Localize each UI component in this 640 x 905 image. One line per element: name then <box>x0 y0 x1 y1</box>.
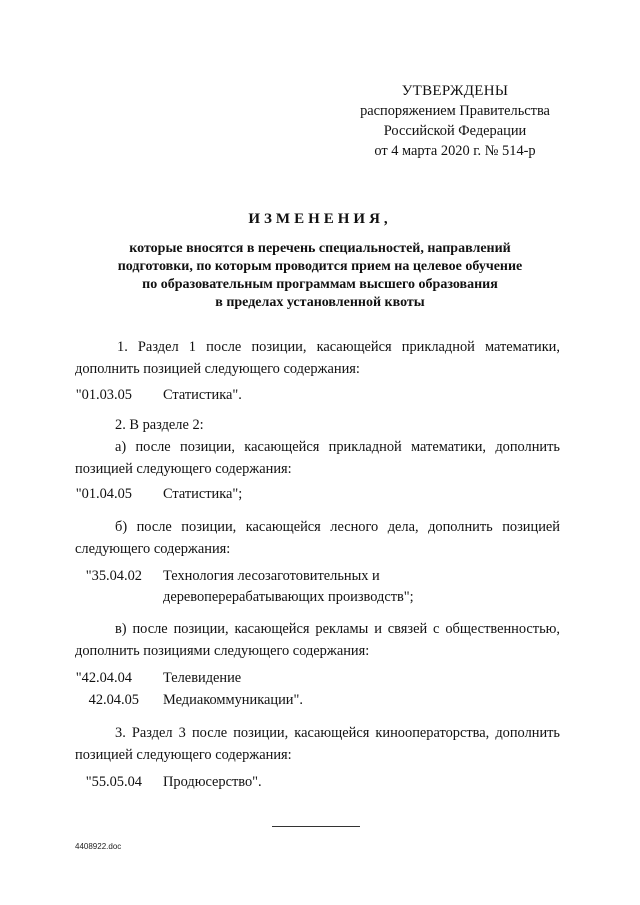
paragraph-line: 1. Раздел 1 после позиции, касающейся прикладной математики, <box>117 339 560 355</box>
entry-name-line: деревоперерабатывающих производств"; <box>163 589 414 605</box>
entry-name-line: Технология лесозаготовительных и <box>163 568 380 584</box>
document-title: ИЗМЕНЕНИЯ, <box>248 211 392 227</box>
approval-heading: УТВЕРЖДЕНЫ <box>401 83 509 99</box>
paragraph-3 <box>75 722 560 766</box>
subtitle-line: которые вносятся в перечень специальностей, направлений <box>129 241 511 256</box>
paragraph-2b <box>75 516 560 560</box>
approval-line-2: Российской Федерации <box>383 123 527 139</box>
paragraph-line: позицией следующего содержания: <box>75 461 292 477</box>
entry-code: 42.04.05 <box>88 692 139 708</box>
approval-line-1: распоряжением Правительства <box>360 103 550 119</box>
paragraph-2 <box>75 414 560 436</box>
approval-line-3: от 4 марта 2020 г. № 514-р <box>374 143 536 159</box>
paragraph-2v <box>75 618 560 662</box>
paragraph-line: дополнить позициями следующего содержания: <box>75 643 370 659</box>
document-subtitle <box>80 240 560 312</box>
subtitle-line: подготовки, по которым проводится прием на целевое обучение <box>117 259 523 274</box>
subtitle-line: по образовательным программам высшего образования <box>142 277 498 292</box>
paragraph-2a <box>75 436 560 480</box>
paragraph-line: позицией следующего содержания: <box>75 747 292 763</box>
entry-code: "01.03.05 <box>75 387 132 403</box>
entry-name: Статистика". <box>163 387 242 403</box>
entry-code: "35.04.02 <box>85 568 142 584</box>
paragraph-line: дополнить позицией следующего содержания: <box>75 361 360 377</box>
paragraph-line: б) после позиции, касающейся лесного дела, дополнить позицией <box>115 519 560 535</box>
entry-code: "42.04.04 <box>75 670 132 686</box>
paragraph-1 <box>75 336 560 380</box>
subtitle-line: в пределах установленной квоты <box>215 295 425 310</box>
entry-code: "01.04.05 <box>75 486 132 502</box>
entry-name: Телевидение <box>163 670 242 686</box>
paragraph-line: следующего содержания: <box>75 541 231 557</box>
paragraph-line: в) после позиции, касающейся рекламы и связей с общественностью, <box>115 621 560 637</box>
end-divider <box>272 826 360 827</box>
approval-stamp <box>330 81 580 161</box>
entry-name: Статистика"; <box>163 486 243 502</box>
paragraph-line: 2. В разделе 2: <box>115 417 204 433</box>
entry-name <box>163 566 463 608</box>
paragraph-line: а) после позиции, касающейся прикладной математики, дополнить <box>115 439 560 455</box>
paragraph-line: 3. Раздел 3 после позиции, касающейся кинооператорства, дополнить <box>115 725 560 741</box>
file-reference: 4408922.doc <box>75 842 122 851</box>
entry-code: "55.05.04 <box>85 774 142 790</box>
entry-name: Продюсерство". <box>163 774 262 790</box>
entry-name: Медиакоммуникации". <box>163 692 303 708</box>
